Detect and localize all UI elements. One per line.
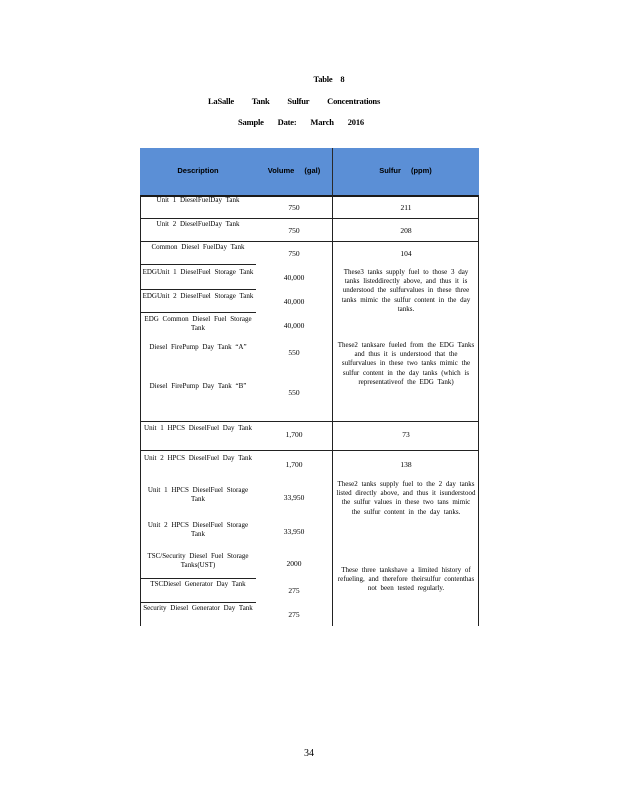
row-description: EDG Common Diesel Fuel Storage Tank xyxy=(144,315,252,332)
row-divider xyxy=(140,450,479,451)
row-description: Unit 2 DieselFuelDay Tank xyxy=(156,220,240,228)
row-description: Diesel FirePump Day Tank “A” xyxy=(149,343,247,351)
sulfur-note: These2 tanksare fueled from the EDG Tanks and thus it is understood that the sulfurvalues in these two tanks mimic the sulfur content in the day tanks (which is representativeof the EDG Tank) xyxy=(337,341,475,386)
sulfur-table xyxy=(140,148,479,626)
row-description: Diesel FirePump Day Tank “B” xyxy=(149,382,247,390)
row-volume: 40,000 xyxy=(283,297,305,306)
row-divider xyxy=(140,218,332,219)
row-divider xyxy=(332,218,479,219)
row-volume: 750 xyxy=(288,226,300,235)
row-description: TSCDiesel Generator Day Tank xyxy=(150,580,246,588)
row-volume: 33,950 xyxy=(283,493,305,502)
row-volume: 550 xyxy=(288,348,300,357)
header-sulfur: Sulfur (ppm) xyxy=(379,166,432,175)
row-volume: 40,000 xyxy=(283,321,305,330)
row-volume: 275 xyxy=(288,586,300,595)
row-divider xyxy=(140,264,256,265)
header-volume: Volume (gal) xyxy=(267,166,321,175)
row-volume: 550 xyxy=(288,388,300,397)
row-description: EDGUnit 2 DieselFuel Storage Tank xyxy=(142,292,254,300)
table-number: Table 8 xyxy=(313,74,345,84)
row-divider xyxy=(140,578,256,579)
row-divider xyxy=(140,289,256,290)
sulfur-note: These2 tanks supply fuel to the 2 day tanks listed directly above, and thus it isunderstood the sulfur values in these two tans mimic the sulfur content in the day tanks. xyxy=(336,480,476,516)
row-description: Unit 1 HPCS DieselFuel Storage Tank xyxy=(147,486,249,503)
row-description: Common Diesel FuelDay Tank xyxy=(151,243,245,251)
table-title: LaSalle Tank Sulfur Concentrations xyxy=(207,96,381,106)
row-divider xyxy=(140,312,256,313)
row-description: Unit 2 HPCS DieselFuel Day Tank xyxy=(144,454,252,462)
row-description: Unit 1 HPCS DieselFuel Day Tank xyxy=(144,424,252,432)
header-description: Description xyxy=(177,166,219,175)
row-divider xyxy=(140,241,479,242)
sulfur-column-divider xyxy=(332,195,333,626)
row-volume: 1,700 xyxy=(285,460,303,469)
row-description: Unit 1 DieselFuelDay Tank xyxy=(156,196,240,204)
row-volume: 275 xyxy=(288,610,300,619)
row-volume: 1,700 xyxy=(285,430,303,439)
row-volume: 750 xyxy=(288,203,300,212)
row-description: Security Diesel Generator Day Tank xyxy=(143,604,253,612)
row-description: EDGUnit 1 DieselFuel Storage Tank xyxy=(142,268,254,276)
row-volume: 2000 xyxy=(286,559,302,568)
row-volume: 750 xyxy=(288,249,300,258)
sulfur-value: 208 xyxy=(400,226,412,235)
row-divider xyxy=(140,421,479,422)
sulfur-value: 104 xyxy=(400,249,412,258)
sulfur-note: These3 tanks supply fuel to those 3 day tanks listeddirectly above, and thus it is understood the sulfurvalues in these three tanks mimic the sulfur content in the day tanks. xyxy=(341,268,471,313)
table-header xyxy=(140,148,479,197)
row-volume: 33,950 xyxy=(283,527,305,536)
sample-date: Sample Date: March 2016 xyxy=(238,117,364,127)
row-description: TSC/Security Diesel Fuel Storage Tanks(UST) xyxy=(147,552,249,569)
sulfur-value: 211 xyxy=(400,203,412,212)
sulfur-value: 138 xyxy=(400,460,412,469)
row-volume: 40,000 xyxy=(283,273,305,282)
sulfur-value: 73 xyxy=(402,430,410,439)
right-border xyxy=(478,195,479,626)
left-border xyxy=(140,195,141,626)
row-description: Unit 2 HPCS DieselFuel Storage Tank xyxy=(147,521,249,538)
sulfur-note: These three tankshave a limited history of refueling, and therefore theirsulfur contenthas not been tested regularly. xyxy=(337,566,475,593)
page-number: 34 xyxy=(304,748,314,759)
row-divider xyxy=(140,602,256,603)
